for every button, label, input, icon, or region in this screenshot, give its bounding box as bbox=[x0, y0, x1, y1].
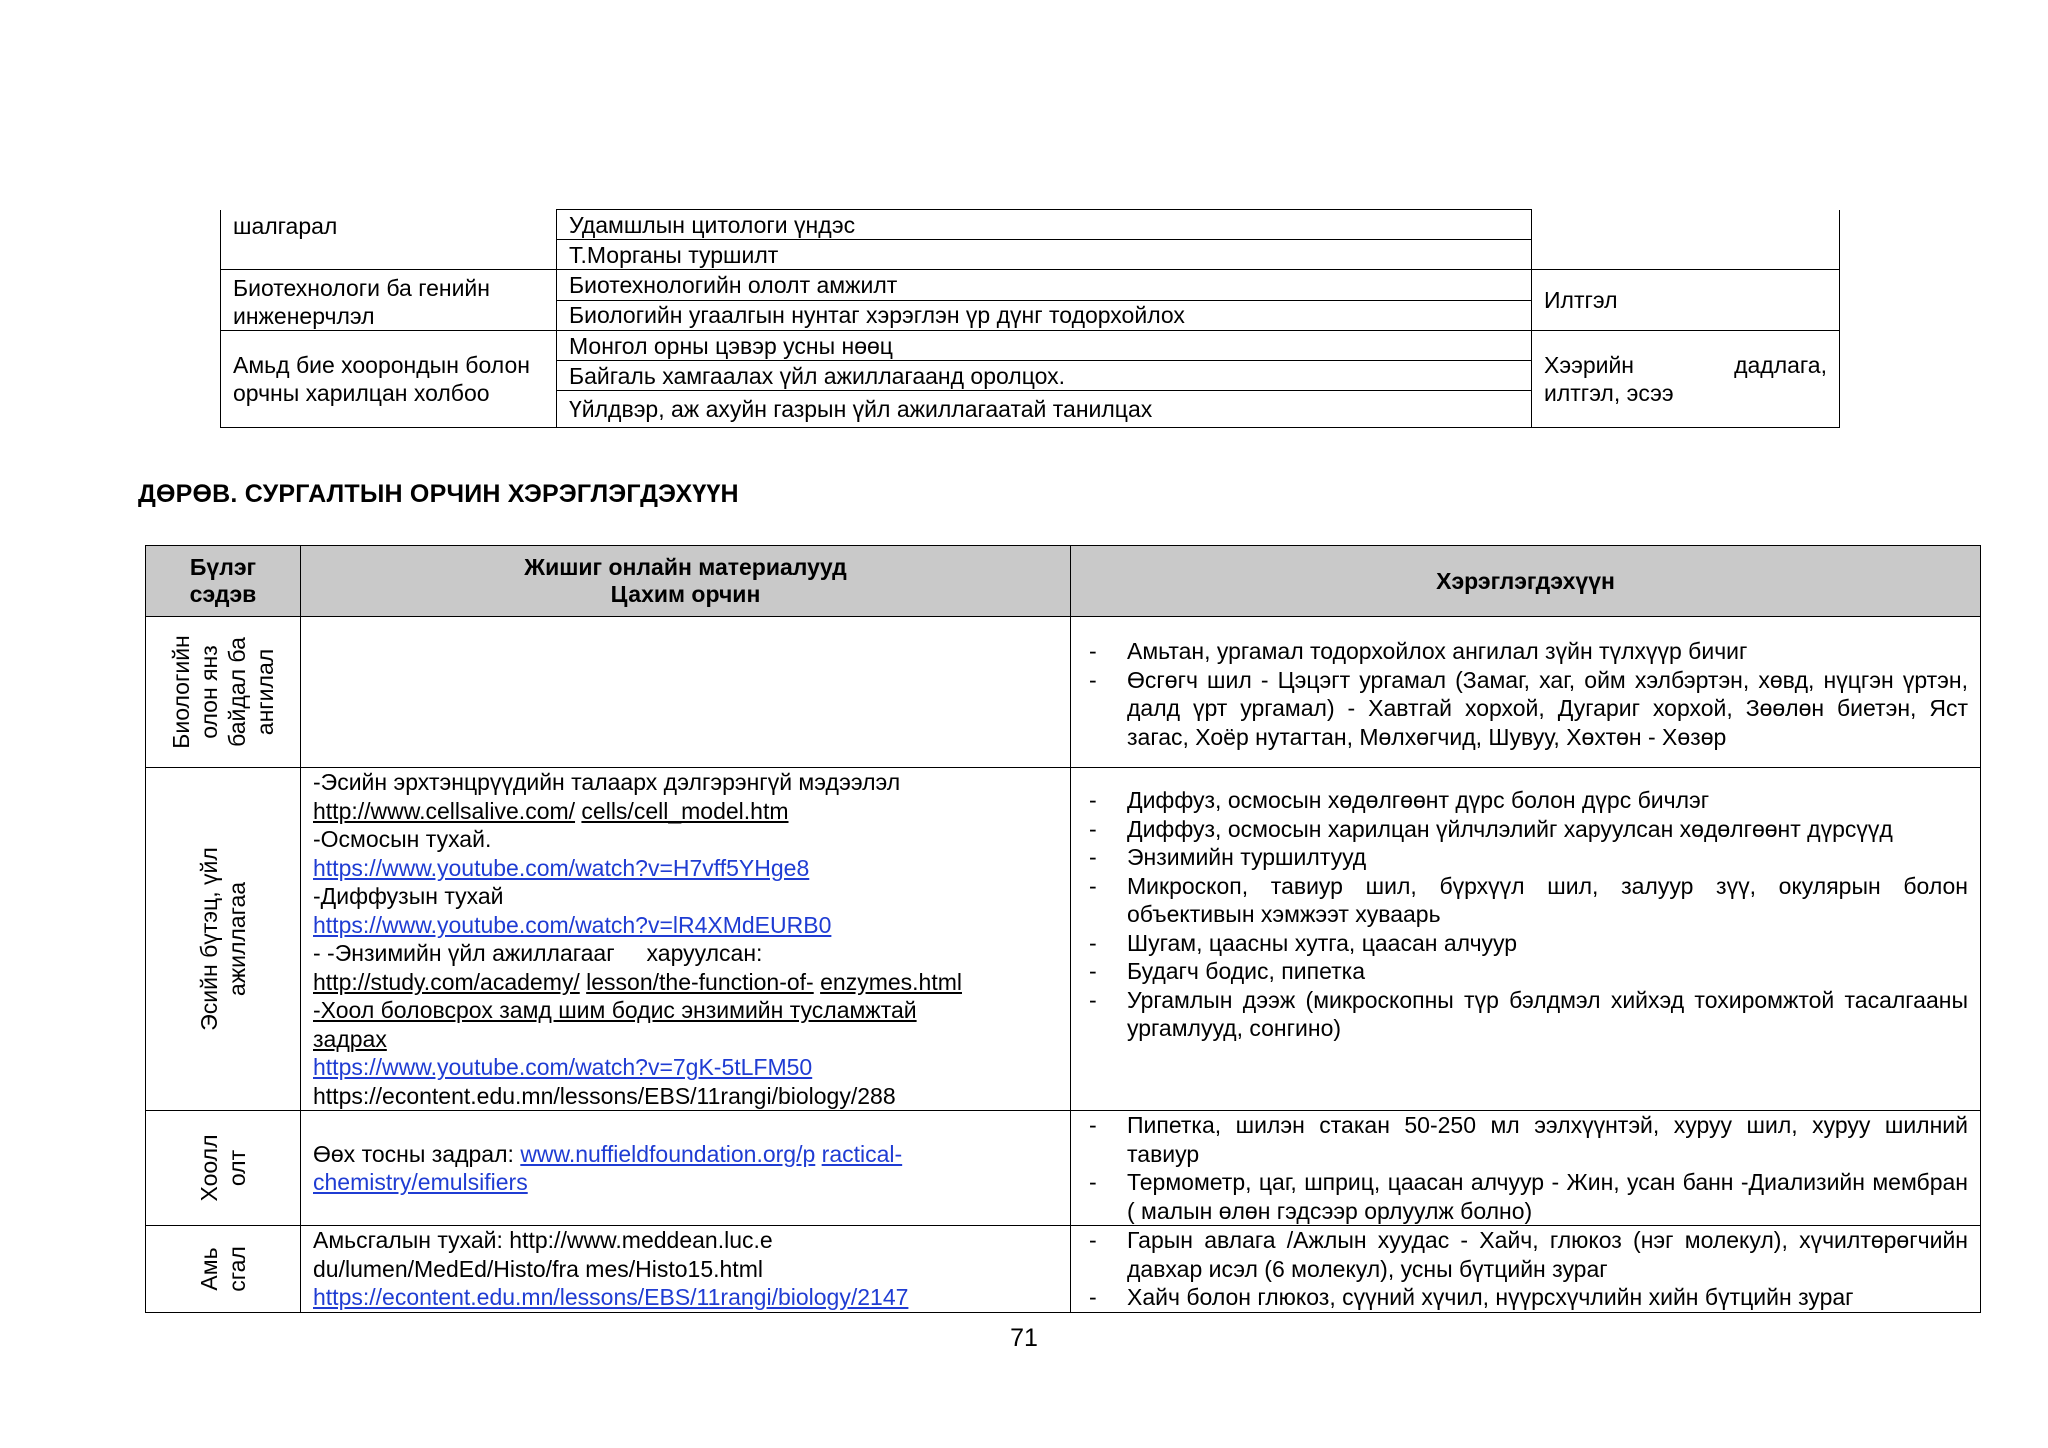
assessment-text: илтгэл, эсээ bbox=[1544, 380, 1674, 406]
topic-cell bbox=[221, 270, 557, 331]
nuffield-link[interactable]: www.nuffieldfoundation.org/p bbox=[520, 1140, 816, 1167]
assessment-text: Илтгэл bbox=[1544, 287, 1618, 313]
topic-rotated bbox=[167, 635, 279, 748]
tools-cell bbox=[1071, 1226, 1981, 1313]
list-item: - Микроскоп, тавиур шил, бүрхүүл шил, залуур зүү, окулярын болон объективын хэмжээт хуваарь bbox=[1089, 872, 1968, 929]
assessment-text: Хээрийн bbox=[1544, 352, 1635, 378]
assessment-cell bbox=[1532, 210, 1840, 270]
materials-table bbox=[145, 545, 1981, 1313]
topic-cell bbox=[146, 768, 301, 1111]
topic-cell bbox=[146, 1111, 301, 1226]
list-item: - Амьтан, ургамал тодорхойлох ангилал зүйн түлхүүр бичиг bbox=[1089, 637, 1968, 666]
header-text: Жишиг онлайн материалууд bbox=[524, 554, 847, 580]
econtent-link[interactable]: https://econtent.edu.mn/lessons/EBS/11rangi/biology/288 bbox=[313, 1082, 896, 1109]
cell-model-link[interactable]: cells/cell_model.htm bbox=[581, 797, 789, 824]
list-item: - Диффуз, осмосын харилцан үйлчлэлийг харуулсан хөдөлгөөнт дүрсүүд bbox=[1089, 815, 1968, 844]
diffusion-video-link[interactable]: https://www.youtube.com/watch?v=lR4XMdEURB0 bbox=[313, 911, 832, 938]
list-item: - Ургамлын дээж (микроскопны түр бэлдмэл хийхэд тохиромжтой тасалгааны ургамлууд, сонгино) bbox=[1089, 986, 1968, 1043]
table-header-row bbox=[146, 546, 1981, 617]
online-cell bbox=[301, 617, 1071, 768]
online-text: -Эсийн эрхтэнцрүүдийн талаарх дэлгэрэнгүй мэдээлэл bbox=[313, 769, 901, 795]
list-item: - Пипетка, шилэн стакан 50-250 мл ээлхүүнтэй, хуруу шил, хуруу шилний тавиур bbox=[1089, 1111, 1968, 1168]
content-cell bbox=[557, 240, 1532, 270]
online-line bbox=[313, 968, 1058, 997]
online-text: Өөх тосны задрал: bbox=[313, 1140, 521, 1167]
section-heading: ДӨРӨВ. СУРГАЛТЫН ОРЧИН ХЭРЭГЛЭГДЭХҮҮН bbox=[138, 480, 739, 508]
online-text: du/lumen/MedEd/Histo/fra mes/Histo15.html bbox=[313, 1255, 763, 1282]
study-link[interactable]: http://study.com/academy/ bbox=[313, 968, 580, 995]
list-item: - Шугам, цаасны хутга, цаасан алчуур bbox=[1089, 929, 1968, 958]
content-cell bbox=[557, 391, 1532, 428]
table-row bbox=[146, 1226, 1981, 1313]
header-online bbox=[301, 546, 1071, 617]
online-text: -Осмосын тухай. bbox=[313, 826, 492, 852]
topic-rotated bbox=[195, 1246, 251, 1292]
tools-cell bbox=[1071, 768, 1981, 1111]
online-text: - -Энзимийн үйл ажиллагааг харуулсан: bbox=[313, 940, 763, 966]
content-text: Биотехнологийн ололт амжилт bbox=[569, 271, 898, 298]
online-cell bbox=[301, 1111, 1071, 1226]
online-line bbox=[313, 1140, 1058, 1169]
topic-line: Биологийн bbox=[168, 635, 194, 749]
list-item: - Хайч болон глюкоз, сүүний хүчил, нүүрсхүчлийн хийн бүтцийн зураг bbox=[1089, 1283, 1968, 1312]
table-row bbox=[146, 617, 1981, 768]
assessment-cell bbox=[1532, 270, 1840, 331]
header-text: Бүлэг bbox=[189, 554, 257, 580]
topic-line: ажиллагаа bbox=[224, 881, 250, 997]
topic-cell bbox=[221, 210, 557, 270]
topic-rotated bbox=[195, 1134, 251, 1201]
assessment-table bbox=[220, 209, 1840, 428]
topic-line: Эсийн бүтэц, үйл bbox=[196, 847, 222, 1031]
content-text: Биологийн угаалгын нунтаг хэрэглэн үр дүнг тодорхойлох bbox=[569, 302, 1185, 329]
content-cell bbox=[557, 210, 1532, 240]
list-item: - Диффуз, осмосын хөдөлгөөнт дүрс болон дүрс бичлэг bbox=[1089, 786, 1968, 815]
topic-line: ангилал bbox=[252, 648, 278, 736]
content-cell bbox=[557, 361, 1532, 391]
topic-line: олон янз bbox=[196, 645, 222, 739]
content-cell bbox=[557, 331, 1532, 361]
cellsalive-link[interactable]: http://www.cellsalive.com/ bbox=[313, 797, 576, 824]
online-cell bbox=[301, 768, 1071, 1111]
content-cell bbox=[557, 300, 1532, 331]
list-item: - Будагч бодис, пипетка bbox=[1089, 957, 1968, 986]
topic-cell bbox=[146, 617, 301, 768]
assessment-cell bbox=[1532, 331, 1840, 428]
list-item: - Гарын авлага /Ажлын хуудас - Хайч, глюкоз (нэг молекул), хүчилтөрөгчийн давхар исэл (6 молекул), усны бүтцийн зураг bbox=[1089, 1226, 1968, 1283]
study-link-part[interactable]: enzymes.html bbox=[820, 968, 962, 995]
content-text: Үйлдвэр, аж ахуйн газрын үйл ажиллагаатай танилцах bbox=[569, 396, 1153, 422]
online-cell bbox=[301, 1226, 1071, 1313]
topic-line: байдал ба bbox=[224, 637, 250, 747]
header-tools bbox=[1071, 546, 1981, 617]
topic-text: Амьд бие хоорондын болон орчны харилцан холбоо bbox=[233, 352, 530, 406]
list-item: - Термометр, цаг, шприц, цаасан алчуур - Жин, усан банн -Диализийн мембран ( малын өлөн гэдсээр орлуулж болно) bbox=[1089, 1168, 1968, 1225]
content-text: Удамшлын цитологи үндэс bbox=[569, 211, 856, 238]
content-text: Байгаль хамгаалах үйл ажиллагаанд оролцох. bbox=[569, 362, 1066, 389]
topic-line: олт bbox=[224, 1149, 250, 1187]
study-link-part[interactable]: lesson/the-function-of- bbox=[586, 968, 814, 995]
tools-cell bbox=[1071, 1111, 1981, 1226]
online-line bbox=[313, 797, 1058, 826]
header-text: сэдэв bbox=[189, 581, 257, 607]
topic-cell bbox=[221, 331, 557, 428]
topic-line: Амь bbox=[196, 1247, 222, 1291]
content-text: Т.Морганы туршилт bbox=[569, 241, 779, 268]
header-text: Хэрэглэгдэхүүн bbox=[1436, 567, 1615, 594]
topic-line: Хоолл bbox=[196, 1134, 222, 1202]
digestion-video-link[interactable]: https://www.youtube.com/watch?v=7gK-5tLFM50 bbox=[313, 1054, 813, 1080]
header-topic bbox=[146, 546, 301, 617]
respiration-econtent-link[interactable]: https://econtent.edu.mn/lessons/EBS/11rangi/biology/2147 bbox=[313, 1284, 909, 1310]
list-item: - Энзимийн туршилтууд bbox=[1089, 843, 1968, 872]
list-item: - Өсгөгч шил - Цэцэгт ургамал (Замаг, хаг, ойм хэлбэртэн, хөвд, нүцгэн үртэн, далд үрт ургамал) - Хавтгай хорхой, Дугариг хорхой, Зөөлөн биетэн, Яст загас, Хоёр нутагтан, Мөлхөгчид, Шувуу, Хөхтөн - Хөзөр bbox=[1089, 666, 1968, 752]
assessment-line bbox=[1544, 351, 1827, 379]
page-number: 71 bbox=[1010, 1324, 1038, 1352]
online-text: Амьсгалын тухай: http://www.meddean.luc.e bbox=[313, 1227, 773, 1253]
table-row bbox=[146, 768, 1981, 1111]
assessment-text: дадлага, bbox=[1734, 352, 1827, 378]
online-text: -Хоол боловсрох замд шим бодис энзимийн тусламжтай bbox=[313, 997, 917, 1023]
topic-line: сгал bbox=[224, 1245, 250, 1292]
topic-text: Биотехнологи ба генийн инженерчлэл bbox=[233, 275, 490, 329]
online-text: задрах bbox=[313, 1025, 387, 1052]
content-text: Монгол орны цэвэр усны нөөц bbox=[569, 332, 893, 359]
tools-cell bbox=[1071, 617, 1981, 768]
emulsifiers-link[interactable]: chemistry/emulsifiers bbox=[313, 1169, 528, 1195]
topic-cell bbox=[146, 1226, 301, 1313]
nuffield-link-part[interactable]: ractical- bbox=[821, 1140, 903, 1167]
header-text: Цахим орчин bbox=[610, 581, 761, 607]
topic-text: шалгарал bbox=[233, 212, 338, 239]
table-row bbox=[146, 1111, 1981, 1226]
content-cell bbox=[557, 270, 1532, 301]
online-text: -Диффузын тухай bbox=[313, 883, 504, 909]
osmosis-video-link[interactable]: https://www.youtube.com/watch?v=H7vff5YHge8 bbox=[313, 854, 810, 881]
topic-rotated bbox=[195, 847, 251, 1030]
